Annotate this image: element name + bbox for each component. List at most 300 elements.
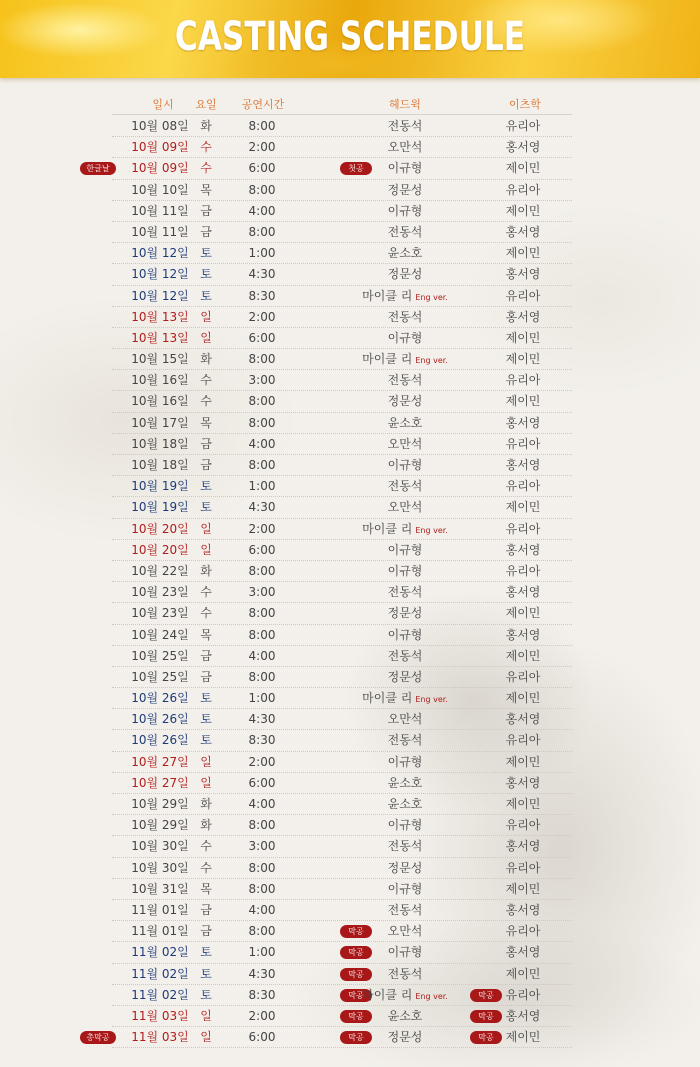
day-cell: 화 (200, 119, 212, 133)
time-cell: 4:00 (248, 648, 276, 663)
table-row (0, 1006, 700, 1027)
column-header-yitzhak: 이츠학 (509, 98, 541, 111)
hedwig-cell (350, 646, 460, 667)
hedwig-name: 이규형 (387, 754, 423, 769)
yitzhak-cell: 홍서영 (505, 309, 541, 324)
hedwig-name: 이규형 (387, 542, 423, 557)
yitzhak-cell: 제이민 (505, 500, 541, 515)
hedwig-name: 윤소호 (387, 1008, 423, 1023)
date-cell: 10월 16일 (131, 394, 189, 409)
hedwig-cell (350, 455, 460, 476)
time-cell: 8:00 (248, 224, 276, 239)
time-cell: 1:00 (248, 479, 276, 494)
table-row (0, 667, 700, 688)
day-cell: 토 (200, 267, 212, 282)
table-row (0, 1027, 700, 1048)
day-cell: 토 (200, 288, 212, 303)
yitzhak-cell: 홍서영 (505, 839, 541, 854)
yitzhak-cell: 제이민 (505, 352, 541, 367)
day-cell: 일 (200, 330, 212, 345)
date-cell: 10월 30일 (131, 860, 189, 875)
yitzhak-cell: 홍서영 (505, 267, 541, 282)
table-row (0, 794, 700, 815)
hedwig-name: 마이클 리 (362, 691, 413, 706)
date-cell: 10월 18일 (131, 436, 189, 451)
day-cell: 금 (200, 458, 212, 472)
table-row (0, 286, 700, 307)
page-title: CASTING SCHEDULE (174, 14, 526, 60)
hedwig-name: 정문성 (387, 267, 423, 282)
hedwig-name: 정문성 (387, 860, 423, 875)
hedwig-name: 이규형 (387, 881, 423, 896)
hedwig-cell (350, 391, 460, 412)
day-cell: 수 (200, 860, 212, 875)
hedwig-badge: 막공 (340, 946, 372, 959)
hedwig-cell (350, 1027, 460, 1048)
yitzhak-cell: 제이민 (505, 246, 541, 261)
time-cell: 8:30 (248, 987, 276, 1002)
date-cell: 10월 20일 (131, 542, 189, 557)
date-cell: 10월 12일 (131, 267, 189, 282)
yitzhak-cell: 제이민 (505, 1030, 541, 1045)
hedwig-badge: 막공 (340, 1010, 372, 1023)
hedwig-name: 이규형 (387, 563, 423, 578)
time-cell: 3:00 (248, 585, 276, 600)
hedwig-cell (350, 540, 460, 561)
yitzhak-cell: 유리아 (505, 182, 541, 197)
eng-version-label: Eng ver. (415, 292, 448, 302)
date-cell: 10월 10일 (131, 182, 189, 197)
header-banner (0, 0, 700, 78)
hedwig-cell (350, 243, 460, 264)
table-row (0, 752, 700, 773)
hedwig-cell (350, 794, 460, 815)
date-cell: 10월 19일 (131, 479, 189, 494)
yitzhak-badge: 막공 (470, 989, 502, 1002)
day-cell: 수 (200, 839, 212, 854)
day-cell: 화 (200, 352, 212, 367)
column-headers (112, 92, 572, 115)
hedwig-name: 이규형 (387, 330, 423, 345)
date-cell: 10월 23일 (131, 606, 189, 621)
eng-version-label: Eng ver. (415, 525, 448, 535)
hedwig-cell (350, 328, 460, 349)
date-cell: 10월 26일 (131, 712, 189, 727)
day-cell: 금 (200, 648, 212, 663)
hedwig-cell (350, 497, 460, 518)
yitzhak-cell: 홍서영 (505, 775, 541, 790)
date-cell: 11월 02일 (131, 987, 189, 1002)
table-row (0, 519, 700, 540)
time-cell: 2:00 (248, 140, 276, 155)
table-row (0, 413, 700, 434)
date-cell: 10월 11일 (131, 203, 189, 218)
table-row (0, 561, 700, 582)
time-cell: 1:00 (248, 246, 276, 261)
date-cell: 10월 09일 (131, 140, 189, 155)
hedwig-name: 정문성 (387, 606, 423, 621)
hedwig-name: 윤소호 (387, 797, 423, 811)
hedwig-cell (350, 900, 460, 921)
day-cell: 금 (200, 203, 212, 218)
time-cell: 8:00 (248, 860, 276, 875)
day-cell: 금 (200, 902, 212, 917)
date-cell: 10월 11일 (131, 224, 189, 239)
table-row (0, 349, 700, 370)
hedwig-cell (350, 561, 460, 582)
time-cell: 6:00 (248, 330, 276, 345)
hedwig-name: 마이클 리 (362, 987, 413, 1002)
hedwig-cell (350, 879, 460, 900)
time-cell: 8:00 (248, 458, 276, 472)
hedwig-cell (350, 370, 460, 391)
time-cell: 3:00 (248, 839, 276, 854)
hedwig-cell (350, 1006, 460, 1027)
table-row (0, 497, 700, 518)
date-cell: 10월 26일 (131, 733, 189, 748)
date-cell: 11월 01일 (131, 924, 189, 939)
time-cell: 4:00 (248, 902, 276, 917)
day-cell: 목 (200, 881, 212, 896)
date-cell: 11월 03일 (131, 1008, 189, 1023)
schedule-table (0, 116, 700, 1048)
column-header-hedwig: 헤드윅 (389, 98, 421, 111)
hedwig-name: 마이클 리 (362, 521, 413, 536)
hedwig-badge: 첫공 (340, 162, 372, 175)
day-cell: 목 (200, 182, 212, 197)
yitzhak-cell: 유리아 (505, 521, 541, 536)
table-row (0, 180, 700, 201)
yitzhak-cell: 제이민 (505, 966, 541, 981)
hedwig-cell (350, 307, 460, 328)
hedwig-name: 전동석 (387, 648, 423, 663)
hedwig-name: 전동석 (387, 224, 423, 239)
table-row (0, 836, 700, 857)
hedwig-cell (350, 180, 460, 201)
day-cell: 토 (200, 987, 212, 1002)
table-row (0, 815, 700, 836)
table-row (0, 476, 700, 497)
yitzhak-cell: 제이민 (505, 161, 541, 176)
date-cell: 10월 24일 (131, 627, 189, 642)
hedwig-name: 이규형 (387, 818, 423, 833)
time-cell: 8:00 (248, 818, 276, 833)
hedwig-name: 이규형 (387, 945, 423, 960)
column-header-time: 공연시간 (241, 98, 285, 111)
table-row (0, 879, 700, 900)
column-header-date: 일시 (152, 98, 174, 111)
hedwig-name: 전동석 (387, 479, 423, 494)
day-cell: 일 (200, 775, 212, 790)
day-cell: 수 (200, 585, 212, 600)
time-cell: 8:30 (248, 288, 276, 303)
yitzhak-cell: 유리아 (505, 733, 541, 748)
hedwig-cell (350, 625, 460, 646)
date-cell: 11월 01일 (131, 902, 189, 917)
time-cell: 4:00 (248, 436, 276, 451)
day-cell: 화 (200, 818, 212, 833)
day-cell: 목 (200, 415, 212, 430)
day-cell: 토 (200, 966, 212, 981)
time-cell: 8:00 (248, 606, 276, 621)
yitzhak-cell: 제이민 (505, 394, 541, 409)
day-cell: 금 (200, 436, 212, 451)
hedwig-name: 정문성 (387, 182, 423, 197)
yitzhak-cell: 제이민 (505, 691, 541, 706)
hedwig-cell (350, 222, 460, 243)
yitzhak-cell: 제이민 (505, 881, 541, 896)
hedwig-name: 이규형 (387, 203, 423, 218)
hedwig-cell (350, 264, 460, 285)
hedwig-name: 전동석 (387, 309, 423, 324)
hedwig-cell (350, 667, 460, 688)
table-row (0, 730, 700, 751)
yitzhak-cell: 유리아 (505, 860, 541, 875)
yitzhak-cell: 제이민 (505, 203, 541, 218)
hedwig-cell (350, 201, 460, 222)
hedwig-cell (350, 413, 460, 434)
day-cell: 토 (200, 500, 212, 515)
time-cell: 4:30 (248, 966, 276, 981)
day-cell: 수 (200, 373, 212, 388)
yitzhak-cell: 홍서영 (505, 585, 541, 600)
table-row (0, 222, 700, 243)
hedwig-name: 마이클 리 (362, 288, 413, 303)
hedwig-badge: 막공 (340, 989, 372, 1002)
hedwig-name: 윤소호 (387, 246, 423, 261)
day-cell: 금 (200, 224, 212, 239)
day-cell: 수 (200, 606, 212, 621)
table-row (0, 858, 700, 879)
date-cell: 10월 13일 (131, 330, 189, 345)
day-cell: 수 (200, 140, 212, 155)
hedwig-name: 정문성 (387, 1030, 423, 1045)
occasion-badge: 총막공 (80, 1031, 116, 1044)
time-cell: 8:00 (248, 881, 276, 896)
table-row (0, 900, 700, 921)
yitzhak-cell: 유리아 (505, 669, 541, 684)
yitzhak-cell: 제이민 (505, 797, 541, 811)
time-cell: 8:30 (248, 733, 276, 748)
date-cell: 10월 25일 (131, 648, 189, 663)
day-cell: 일 (200, 754, 212, 769)
hedwig-cell (350, 815, 460, 836)
date-cell: 10월 22일 (131, 563, 189, 578)
yitzhak-cell: 홍서영 (505, 1008, 541, 1023)
time-cell: 2:00 (248, 754, 276, 769)
date-cell: 10월 12일 (131, 246, 189, 261)
day-cell: 토 (200, 733, 212, 748)
table-row (0, 116, 700, 137)
yitzhak-cell: 홍서영 (505, 542, 541, 557)
day-cell: 일 (200, 521, 212, 536)
hedwig-cell (350, 985, 460, 1007)
hedwig-name: 전동석 (387, 839, 423, 854)
table-row (0, 391, 700, 412)
hedwig-name: 전동석 (387, 119, 423, 133)
table-row (0, 455, 700, 476)
table-row (0, 985, 700, 1006)
table-row (0, 137, 700, 158)
time-cell: 2:00 (248, 1008, 276, 1023)
yitzhak-cell: 홍서영 (505, 140, 541, 155)
day-cell: 금 (200, 924, 212, 939)
hedwig-name: 오만석 (387, 712, 423, 727)
table-row (0, 646, 700, 667)
hedwig-name: 이규형 (387, 627, 423, 642)
yitzhak-badge: 막공 (470, 1031, 502, 1044)
hedwig-name: 전동석 (387, 733, 423, 748)
hedwig-cell (350, 688, 460, 710)
column-header-day: 요일 (195, 98, 217, 111)
table-row (0, 370, 700, 391)
hedwig-name: 윤소호 (387, 415, 423, 430)
time-cell: 2:00 (248, 521, 276, 536)
hedwig-cell (350, 773, 460, 794)
hedwig-cell (350, 434, 460, 455)
day-cell: 토 (200, 479, 212, 494)
yitzhak-cell: 유리아 (505, 436, 541, 451)
yitzhak-cell: 홍서영 (505, 712, 541, 727)
date-cell: 10월 30일 (131, 839, 189, 854)
day-cell: 수 (200, 161, 212, 176)
day-cell: 토 (200, 691, 212, 706)
table-row (0, 307, 700, 328)
hedwig-cell (350, 286, 460, 308)
date-cell: 10월 27일 (131, 754, 189, 769)
time-cell: 8:00 (248, 119, 276, 133)
date-cell: 10월 12일 (131, 288, 189, 303)
yitzhak-cell: 홍서영 (505, 945, 541, 960)
hedwig-name: 정문성 (387, 394, 423, 409)
hedwig-name: 이규형 (387, 458, 423, 472)
hedwig-cell (350, 921, 460, 942)
hedwig-name: 마이클 리 (362, 352, 413, 367)
time-cell: 8:00 (248, 352, 276, 367)
time-cell: 6:00 (248, 542, 276, 557)
table-row (0, 264, 700, 285)
hedwig-cell (350, 349, 460, 371)
date-cell: 10월 29일 (131, 818, 189, 833)
yitzhak-cell: 제이민 (505, 330, 541, 345)
day-cell: 일 (200, 1030, 212, 1045)
time-cell: 1:00 (248, 945, 276, 960)
table-row (0, 709, 700, 730)
hedwig-cell (350, 116, 460, 137)
hedwig-name: 오만석 (387, 436, 423, 451)
hedwig-name: 전동석 (387, 585, 423, 600)
table-row (0, 328, 700, 349)
time-cell: 4:30 (248, 267, 276, 282)
yitzhak-badge: 막공 (470, 1010, 502, 1023)
hedwig-cell (350, 836, 460, 857)
time-cell: 4:30 (248, 712, 276, 727)
table-row (0, 942, 700, 963)
date-cell: 11월 02일 (131, 966, 189, 981)
date-cell: 10월 19일 (131, 500, 189, 515)
hedwig-badge: 막공 (340, 968, 372, 981)
yitzhak-cell: 홍서영 (505, 415, 541, 430)
date-cell: 10월 16일 (131, 373, 189, 388)
time-cell: 8:00 (248, 394, 276, 409)
time-cell: 3:00 (248, 373, 276, 388)
yitzhak-cell: 제이민 (505, 606, 541, 621)
yitzhak-cell: 홍서영 (505, 224, 541, 239)
date-cell: 10월 15일 (131, 352, 189, 367)
day-cell: 화 (200, 797, 212, 811)
hedwig-badge: 막공 (340, 1031, 372, 1044)
date-cell: 10월 29일 (131, 797, 189, 811)
hedwig-cell (350, 858, 460, 879)
table-row (0, 603, 700, 624)
hedwig-name: 전동석 (387, 966, 423, 981)
time-cell: 6:00 (248, 161, 276, 176)
hedwig-name: 이규형 (387, 161, 423, 176)
eng-version-label: Eng ver. (415, 356, 448, 366)
day-cell: 토 (200, 712, 212, 727)
eng-version-label: Eng ver. (415, 991, 448, 1001)
date-cell: 11월 03일 (131, 1030, 189, 1045)
date-cell: 10월 27일 (131, 775, 189, 790)
hedwig-cell (350, 582, 460, 603)
day-cell: 토 (200, 945, 212, 960)
hedwig-cell (350, 476, 460, 497)
day-cell: 수 (200, 394, 212, 409)
table-row (0, 582, 700, 603)
eng-version-label: Eng ver. (415, 695, 448, 705)
yitzhak-cell: 유리아 (505, 288, 541, 303)
time-cell: 4:30 (248, 500, 276, 515)
hedwig-cell (350, 603, 460, 624)
day-cell: 목 (200, 627, 212, 642)
date-cell: 10월 18일 (131, 458, 189, 472)
hedwig-cell (350, 137, 460, 158)
date-cell: 10월 31일 (131, 881, 189, 896)
hedwig-name: 전동석 (387, 373, 423, 388)
time-cell: 6:00 (248, 775, 276, 790)
time-cell: 8:00 (248, 182, 276, 197)
date-cell: 10월 25일 (131, 669, 189, 684)
hedwig-name: 전동석 (387, 902, 423, 917)
time-cell: 2:00 (248, 309, 276, 324)
date-cell: 10월 26일 (131, 691, 189, 706)
date-cell: 10월 23일 (131, 585, 189, 600)
table-row (0, 158, 700, 179)
table-row (0, 243, 700, 264)
yitzhak-cell: 유리아 (505, 119, 541, 133)
table-row (0, 625, 700, 646)
time-cell: 8:00 (248, 415, 276, 430)
yitzhak-cell: 제이민 (505, 754, 541, 769)
yitzhak-cell: 홍서영 (505, 458, 541, 472)
yitzhak-cell: 유리아 (505, 373, 541, 388)
hedwig-cell (350, 942, 460, 963)
date-cell: 11월 02일 (131, 945, 189, 960)
occasion-badge: 한글날 (80, 162, 116, 175)
day-cell: 금 (200, 669, 212, 684)
hedwig-name: 오만석 (387, 500, 423, 515)
hedwig-cell (350, 158, 460, 179)
yitzhak-cell: 홍서영 (505, 627, 541, 642)
yitzhak-cell: 제이민 (505, 648, 541, 663)
date-cell: 10월 09일 (131, 161, 189, 176)
yitzhak-cell: 홍서영 (505, 902, 541, 917)
time-cell: 6:00 (248, 1030, 276, 1045)
yitzhak-cell: 유리아 (505, 818, 541, 833)
hedwig-name: 정문성 (387, 669, 423, 684)
hedwig-cell (350, 964, 460, 985)
date-cell: 10월 08일 (131, 119, 189, 133)
